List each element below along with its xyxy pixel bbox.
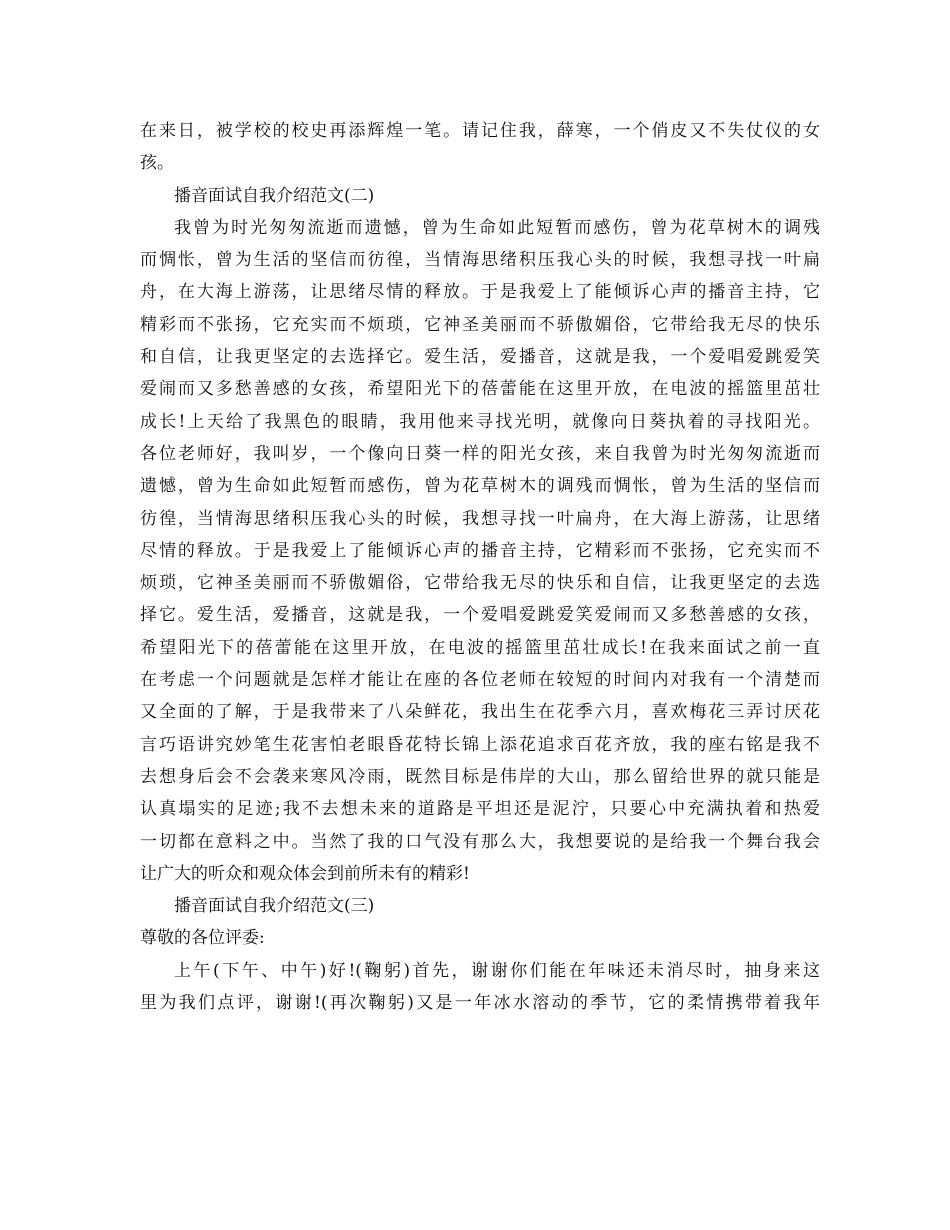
- text-line: 在来日，被学校的校史再添辉煌一笔。请记住我，薛寒，一个俏皮又不失仗仪的女: [140, 121, 820, 141]
- text-line: 尽情的释放。于是我爱上了能倾诉心声的播音主持，它精彩而不张扬，它充实而不: [140, 540, 820, 561]
- text-line: 在考虑一个问题就是怎样才能让在座的各位老师在较短的时间内对我有一个清楚而: [140, 670, 820, 691]
- text-line: 认真塌实的足迹;我不去想未来的道路是平坦还是泥泞，只要心中充满执着和热爱: [140, 799, 820, 820]
- text-line: 彷徨，当情海思绪积压我心头的时候，我想寻找一叶扁舟，在大海上游荡，让思绪: [140, 508, 820, 529]
- text-line: 爱闹而又多愁善感的女孩，希望阳光下的蓓蕾能在这里开放，在电波的摇篮里茁壮: [140, 379, 820, 400]
- text-line: 各位老师好，我叫岁，一个像向日葵一样的阳光女孩，来自我曾为时光匆匆流逝而: [140, 443, 820, 464]
- text-line: 孩。: [140, 153, 174, 174]
- document-body: [140, 115, 820, 1019]
- text-line: 上午(下午、中午)好!(鞠躬)首先，谢谢你们能在年味还未消尽时，抽身来这: [174, 960, 820, 981]
- text-line: 我曾为时光匆匆流逝而遗憾，曾为生命如此短暂而感伤，曾为花草树木的调残: [174, 217, 820, 238]
- text-line: 遗憾，曾为生命如此短暂而感伤，曾为花草树木的调残而惆怅，曾为生活的坚信而: [140, 476, 820, 497]
- text-line: 一切都在意料之中。当然了我的口气没有那么大，我想要说的是给我一个舞台我会: [140, 831, 820, 852]
- section-heading: 播音面试自我介绍范文(二): [174, 185, 375, 206]
- text-line: 择它。爱生活，爱播音，这就是我，一个爱唱爱跳爱笑爱闹而又多愁善感的女孩，: [140, 605, 820, 626]
- text-line: 言巧语讲究妙笔生花害怕老眼昏花特长锦上添花追求百花齐放，我的座右铭是我不: [140, 734, 820, 755]
- text-line: 成长!上天给了我黑色的眼睛，我用他来寻找光明，就像向日葵执着的寻找阳光。: [140, 411, 820, 432]
- text-line: 去想身后会不会袭来寒风冷雨，既然目标是伟岸的大山，那么留给世界的就只能是: [140, 766, 820, 787]
- section-heading: 播音面试自我介绍范文(三): [174, 896, 375, 917]
- text-line: 舟，在大海上游荡，让思绪尽情的释放。于是我爱上了能倾诉心声的播音主持，它: [140, 282, 820, 303]
- text-line: 希望阳光下的蓓蕾能在这里开放，在电波的摇篮里茁壮成长!在我来面试之前一直: [140, 637, 820, 658]
- text-line: 又全面的了解，于是我带来了八朵鲜花，我出生在花季六月，喜欢梅花三弄讨厌花: [140, 702, 820, 723]
- salutation: 尊敬的各位评委:: [140, 928, 265, 949]
- text-line: 而惆怅，曾为生活的坚信而彷徨，当情海思绪积压我心头的时候，我想寻找一叶扁: [140, 250, 820, 271]
- text-line: 里为我们点评，谢谢!(再次鞠躬)又是一年冰水溶动的季节，它的柔情携带着我年: [140, 993, 820, 1014]
- text-line: 和自信，让我更坚定的去选择它。爱生活，爱播音，这就是我，一个爱唱爱跳爱笑: [140, 347, 820, 368]
- text-line: 让广大的听众和观众体会到前所未有的精彩!: [140, 863, 470, 884]
- text-line: 烦琐，它神圣美丽而不骄傲媚俗，它带给我无尽的快乐和自信，让我更坚定的去选: [140, 573, 820, 594]
- text-line: 精彩而不张扬，它充实而不烦琐，它神圣美丽而不骄傲媚俗，它带给我无尽的快乐: [140, 314, 820, 335]
